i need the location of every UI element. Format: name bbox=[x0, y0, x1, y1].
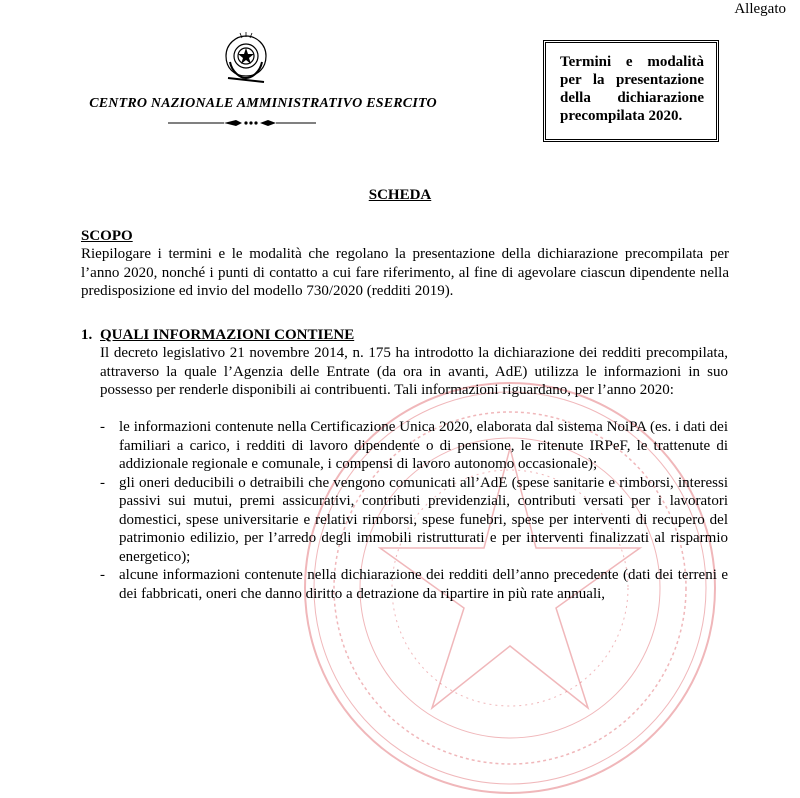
document-title-box bbox=[543, 40, 719, 142]
section-1-heading: QUALI INFORMAZIONI CONTIENE bbox=[100, 327, 355, 343]
bullet-dash: - bbox=[100, 567, 105, 583]
title-box-text: Termini e modalità per la presentazione della dichiarazione precompilata 2020. bbox=[560, 54, 704, 124]
bullet-dash: - bbox=[100, 419, 105, 435]
bullet-text: alcune informazioni contenute nella dichiarazione dei redditi dell’anno precedente (dati dei terreni e dei fabbricati, oneri che danno diritto a detrazione da ripartire in più rate annuali, bbox=[119, 567, 728, 602]
section-1-intro: Il decreto legislativo 21 novembre 2014, n. 175 ha introdotto la dichiarazione dei redditi precompilata, attraverso la quale l’Agenzia delle Entrate (da ora in avanti, AdE) utilizza le informazioni in suo possesso per renderle disponibili ai contribuenti. Tali informazioni riguardano, per l’anno 2020: bbox=[100, 345, 728, 398]
section-1-number: 1. bbox=[81, 327, 93, 343]
list-item bbox=[100, 418, 728, 474]
decorative-divider-icon bbox=[168, 118, 316, 128]
bullet-text: le informazioni contenute nella Certificazione Unica 2020, elaborata dal sistema NoiPA (es. i dati dei familiari a carico, i redditi di lavoro dipendente o di pensione, le ritenute IRPeF, le trattenute di addizionale regionale e comunale, i compensi di lavoro autonomo occasionale); bbox=[119, 419, 728, 472]
list-item bbox=[100, 566, 728, 603]
organization-name: CENTRO NAZIONALE AMMINISTRATIVO ESERCITO bbox=[89, 96, 437, 111]
scopo-heading: SCOPO bbox=[81, 228, 133, 244]
attachment-label: Allegato bbox=[734, 1, 786, 17]
bullet-text: gli oneri deducibili o detraibili che vengono comunicati all’AdE (spese sanitarie e rimborsi, interessi passivi sui mutui, premi assicurativi, contributi previdenziali, contributi versati per i lavoratori domestici, spese universitarie e relativi rimborsi, spese funebri, spese per interventi di recupero del patrimonio edilizio, per l’arredo degli immobili ristrutturati e per interventi finalizzati al risparmio energetico); bbox=[119, 474, 728, 565]
italian-republic-emblem-icon bbox=[222, 32, 270, 88]
section-1-bullet-list bbox=[100, 418, 728, 603]
list-item bbox=[100, 474, 728, 567]
page-title: SCHEDA bbox=[368, 187, 432, 203]
scopo-paragraph: Riepilogare i termini e le modalità che regolano la presentazione della dichiarazione precompilata per l’anno 2020, nonché i punti di contatto a cui fare riferimento, al fine di agevolare ciascun dipendente nella predisposizione ed invio del modello 730/2020 (redditi 2019). bbox=[81, 246, 729, 299]
bullet-dash: - bbox=[100, 474, 105, 491]
